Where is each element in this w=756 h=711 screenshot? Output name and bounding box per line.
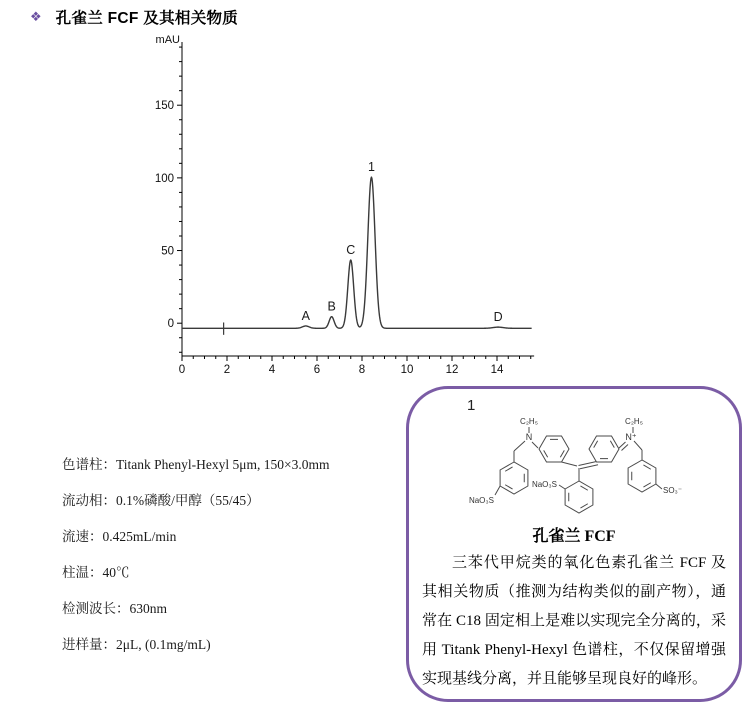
chromatography-conditions (62, 447, 422, 663)
svg-text:B: B (327, 299, 336, 314)
compound-note-box (406, 386, 742, 702)
svg-text:2: 2 (223, 364, 231, 376)
condition-mobile-phase: 流动相：0.1%磷酸/甲醇（55/45） (62, 493, 260, 508)
atom-label-sulfonate-right: SO₃⁻ (663, 486, 683, 495)
svg-text:50: 50 (161, 245, 174, 258)
svg-text:mAU: mAU (155, 34, 180, 46)
svg-text:0: 0 (178, 364, 186, 376)
condition-temperature: 柱温：40℃ (62, 565, 130, 580)
svg-text:D: D (493, 310, 503, 325)
condition-injection: 进样量：2μL, (0.1mg/mL) (62, 637, 211, 652)
svg-text:10: 10 (400, 364, 414, 376)
note-paragraph: 三苯代甲烷类的氧化色素孔雀兰 FCF 及其相关物质（推测为结构类似的副产物），通常在 C18 固定相上是难以实现完全分离的，采用 Titank Phenyl-Hexyl 色谱柱，不仅保留增强实现基线分离，并且能够呈现良好的峰形。 (422, 555, 726, 687)
atom-label-n-left: N (525, 432, 533, 442)
chemical-structure-drawing (417, 397, 737, 523)
atom-label-sulfonate-left: NaO₃S (468, 496, 494, 505)
diamond-bullet-icon: ❖ (30, 9, 42, 25)
chart-axis-labels (155, 34, 504, 376)
svg-text:C: C (346, 242, 356, 257)
svg-text:6: 6 (313, 364, 321, 376)
svg-text:4: 4 (268, 364, 276, 376)
condition-flow-rate: 流速：0.425mL/min (62, 529, 177, 544)
atom-label-ethyl-left: C₂H₅ (520, 417, 538, 426)
svg-text:0: 0 (167, 318, 174, 331)
condition-column: 色谱柱：Titank Phenyl-Hexyl 5μm, 150×3.0mm (62, 457, 330, 472)
condition-wavelength: 检测波长：630nm (62, 601, 168, 616)
atom-label-n-right: N⁺ (625, 432, 637, 442)
svg-text:A: A (301, 308, 310, 323)
svg-text:12: 12 (445, 364, 459, 376)
peak-labels (302, 160, 503, 324)
chromatogram-chart (140, 22, 560, 384)
compound-caption: 孔雀兰 FCF (532, 528, 616, 545)
svg-text:14: 14 (490, 364, 504, 376)
chromatogram-trace (182, 177, 532, 328)
atom-label-sulfonate-mid: NaO₃S (531, 480, 557, 489)
svg-text:1: 1 (367, 160, 375, 175)
atom-label-ethyl-right: C₂H₅ (625, 417, 643, 426)
compound-number-label: 1 (467, 397, 476, 414)
page-title: 孔雀兰 FCF 及其相关物质 (55, 10, 239, 27)
svg-text:150: 150 (154, 100, 174, 113)
svg-text:8: 8 (358, 364, 366, 376)
svg-text:100: 100 (154, 172, 174, 185)
